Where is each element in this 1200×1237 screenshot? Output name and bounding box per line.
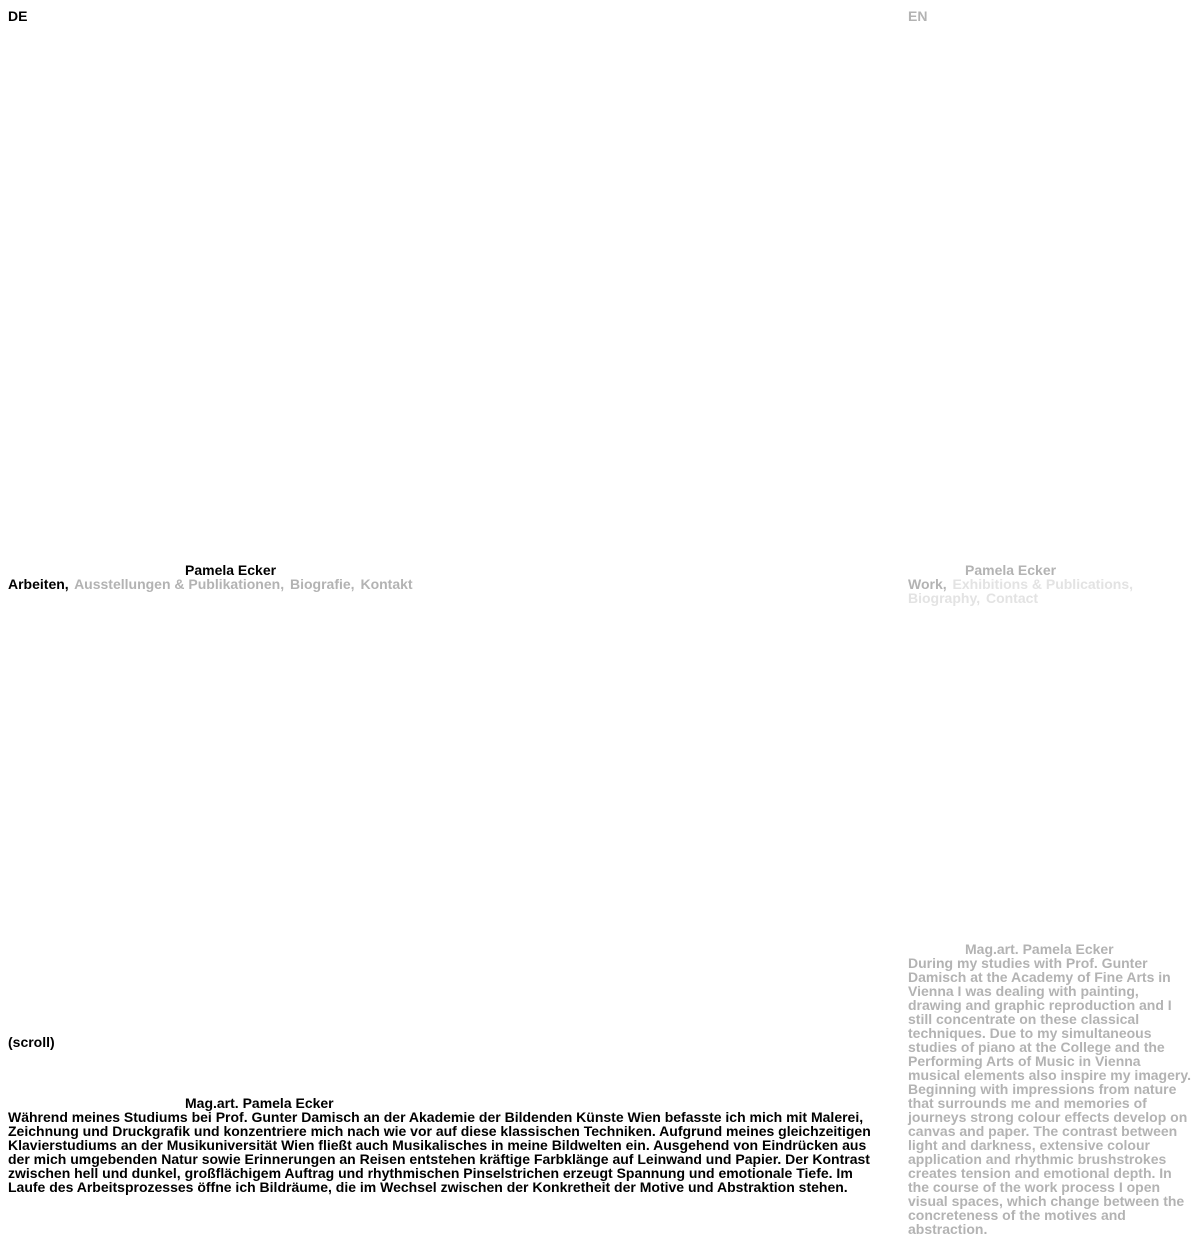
- nav-item-biography[interactable]: Biography,: [908, 590, 981, 606]
- artist-name-en: Pamela Ecker: [965, 562, 1057, 578]
- biography-de: [8, 1096, 888, 1194]
- main-nav-en: [908, 577, 1194, 605]
- nav-item-kontakt[interactable]: Kontakt: [360, 576, 413, 592]
- language-switch-de[interactable]: DE: [8, 8, 28, 24]
- german-column: [8, 0, 888, 1200]
- nav-item-exhibitions-publications[interactable]: Exhibitions & Publications,: [952, 576, 1133, 592]
- nav-item-contact[interactable]: Contact: [985, 590, 1039, 606]
- english-column: [908, 0, 1194, 1237]
- nav-item-arbeiten[interactable]: Arbeiten,: [8, 576, 69, 592]
- bio-title-en: Mag.art. Pamela Ecker: [965, 941, 1114, 957]
- nav-item-biografie[interactable]: Biografie,: [289, 576, 355, 592]
- artist-name-de: Pamela Ecker: [185, 562, 277, 578]
- nav-item-ausstellungen-publikationen[interactable]: Ausstellungen & Publikationen,: [74, 576, 285, 592]
- nav-item-work[interactable]: Work,: [908, 576, 947, 592]
- main-nav-de: [8, 577, 888, 591]
- language-switch-en[interactable]: EN: [908, 8, 928, 24]
- scroll-hint: (scroll): [8, 1034, 55, 1050]
- header-en: [908, 563, 1194, 605]
- bio-text-en: During my studies with Prof. Gunter Damisch at the Academy of Fine Arts in Vienna I was dealing with painting, drawing and graphic reproduction and I still concentrate on these classical techniques. Due to my simultaneous studies of piano at the College and the Performing Arts of Music in Vienna musical elements also inspire my imagery. Beginning with impressions from nature that surrounds me and memories of journeys strong colour effects develop on canvas and paper. The contrast between light and darkness, extensive colour application and rhythmic brushstrokes creates tension and emotional depth. In the course of the work process I open visual spaces, which change between the concreteness of the motives and abstraction.: [908, 955, 1191, 1237]
- biography-en: [908, 942, 1194, 1236]
- bio-title-de: Mag.art. Pamela Ecker: [185, 1095, 334, 1111]
- header-de: [8, 563, 888, 591]
- bio-text-de: Während meines Studiums bei Prof. Gunter Damisch an der Akademie der Bildenden Künste Wien befasste ich mich mit Malerei, Zeichnung und Druckgrafik und konzentriere mich nach wie vor auf diese klassischen Techniken. Aufgrund meines gleichzeitigen Klavierstudiums an der Musikuniversität Wien fließt auch Musikalisches in meine Bildwelten ein. Ausgehend von Eindrücken aus der mich umgebenden Natur sowie Erinnerungen an Reisen entstehen kräftige Farbklänge auf Leinwand und Papier. Der Kontrast zwischen hell und dunkel, großflächigem Auftrag und rhythmischen Pinselstrichen erzeugt Spannung und emotionale Tiefe. Im Laufe des Arbeitsprozesses öffne ich Bildräume, die im Wechsel zwischen der Konkretheit der Motive und Abstraktion stehen.: [8, 1109, 871, 1195]
